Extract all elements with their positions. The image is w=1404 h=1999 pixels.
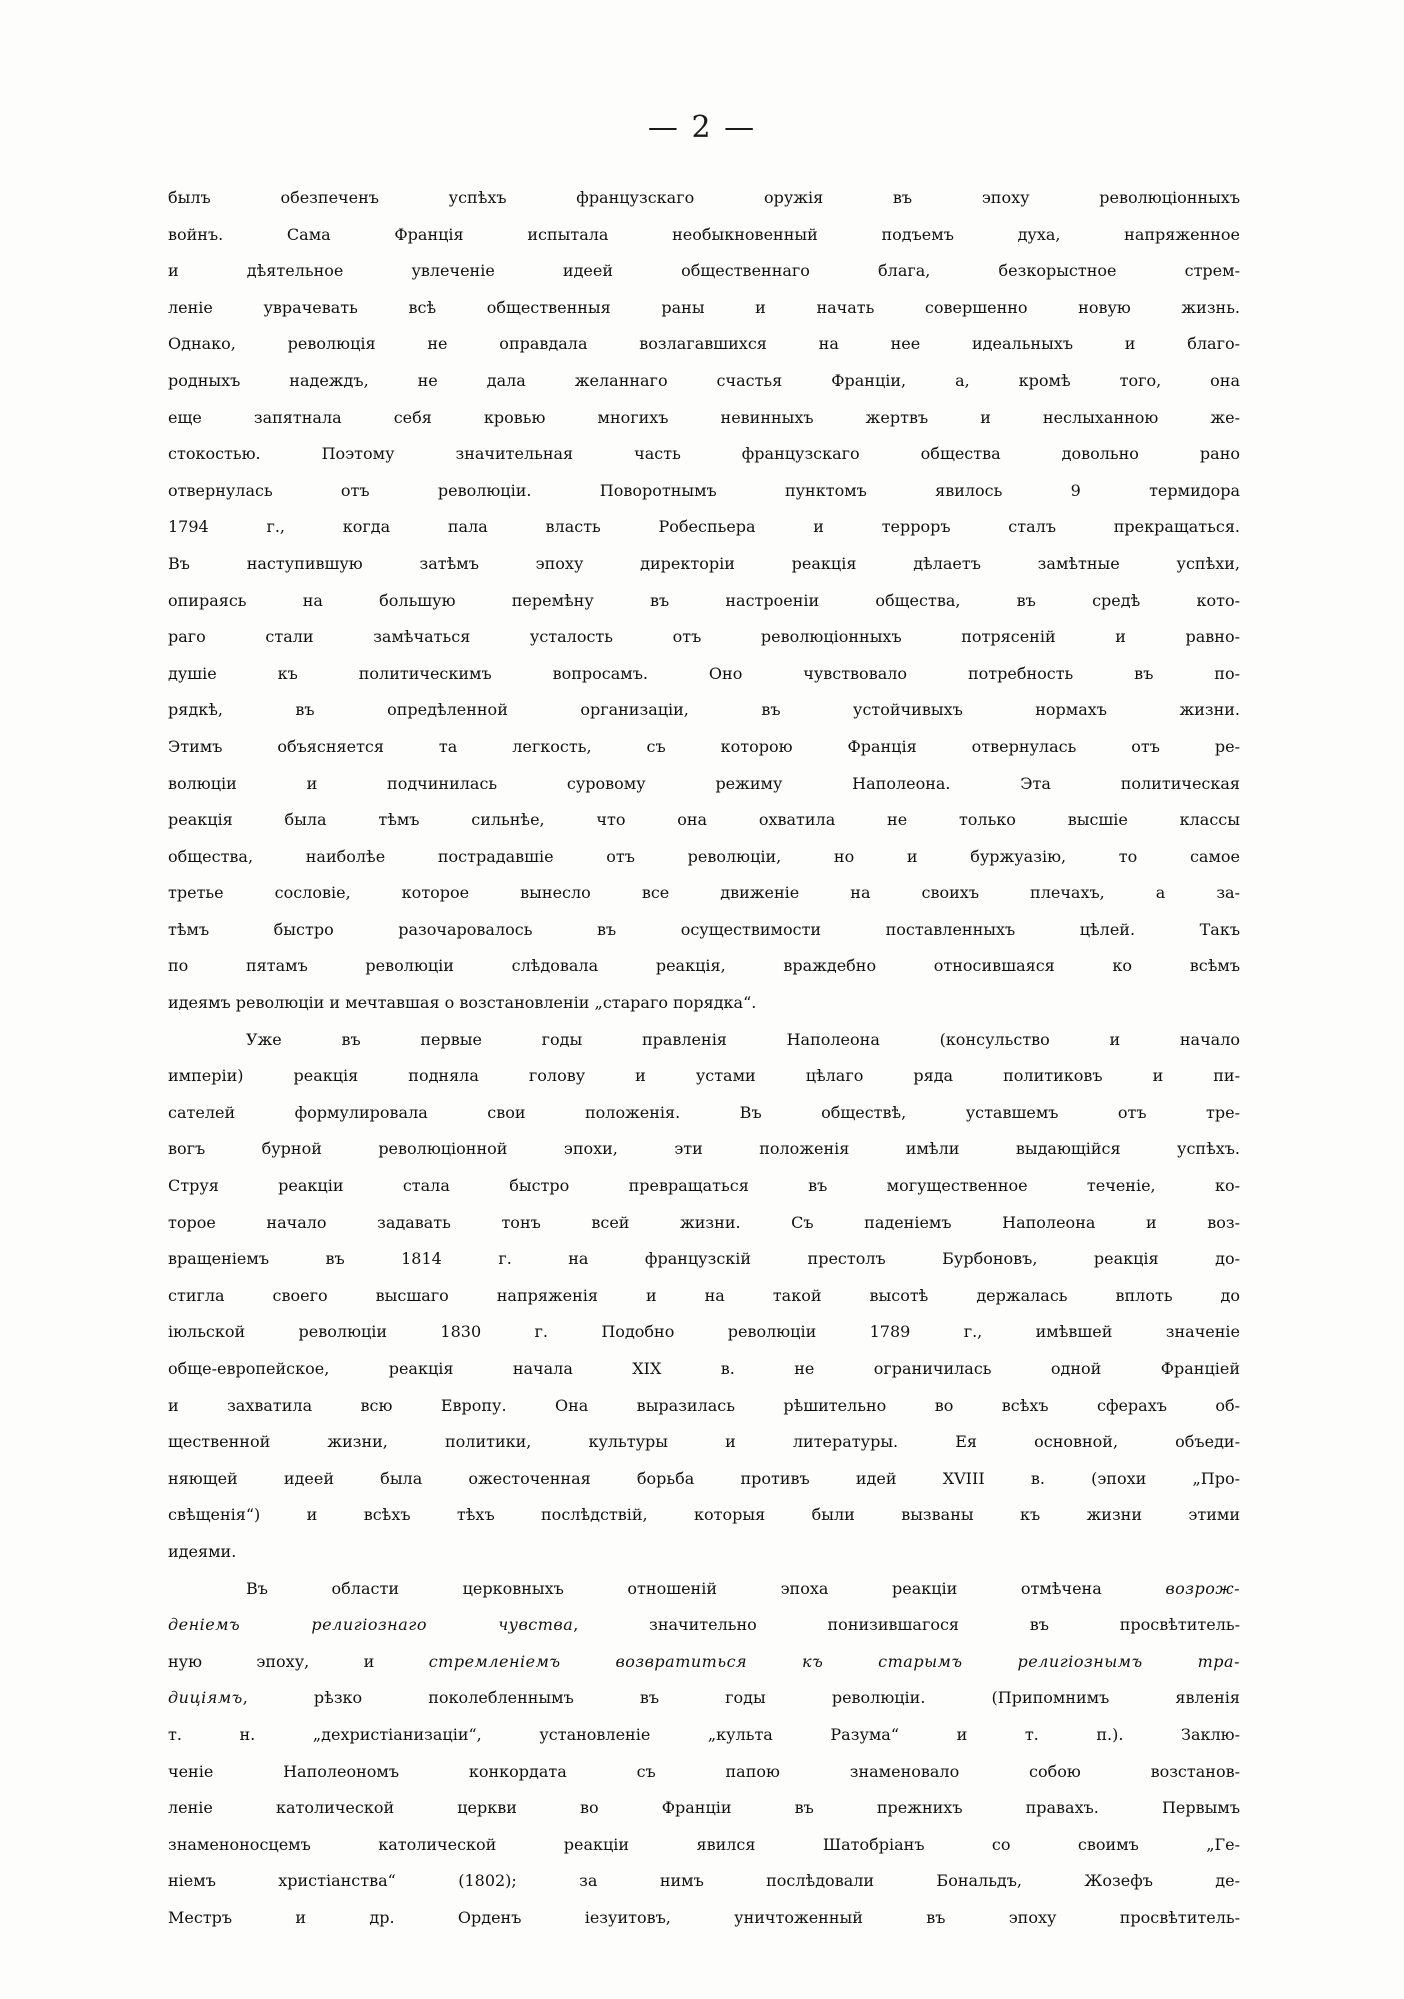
text-line: по пятамъ революціи слѣдовала реакція, враждебно относившаяся ко всѣмъ (168, 956, 1240, 976)
text-run: , значительно понизившагося въ просвѣтитель- (573, 1615, 1240, 1635)
text-line: Струя реакціи стала быстро превращаться въ могущественное теченіе, ко- (168, 1176, 1240, 1196)
text-line: Этимъ объясняется та легкость, съ которою Франція отвернулась отъ ре- (168, 736, 1240, 756)
text-line: тѣмъ быстро разочаровалось въ осуществимости поставленныхъ цѣлей. Такъ (168, 919, 1240, 939)
text-line: отвернулась отъ революціи. Поворотнымъ пунктомъ явилось 9 термидора (168, 480, 1240, 500)
text-line (168, 1579, 1240, 1616)
paragraph-3 (168, 1579, 1240, 1945)
text-line: общества, наиболѣе пострадавшіе отъ революціи, но и буржуазію, то самое (168, 846, 1240, 866)
text-line: вращеніемъ въ 1814 г. на французскій престолъ Бурбоновъ, реакція до- (168, 1249, 1240, 1269)
text-line: леніе католической церкви во Франціи въ прежнихъ правахъ. Первымъ (168, 1798, 1240, 1818)
text-line: Однако, революція не оправдала возлагавшихся на нее идеальныхъ и благо- (168, 334, 1240, 354)
text-line: знаменоносцемъ католической реакціи явился Шатобріанъ со своимъ „Ге- (168, 1834, 1240, 1854)
text-line: леніе уврачевать всѣ общественныя раны и начать совершенно новую жизнь. (168, 297, 1240, 317)
text-line: еще запятнала себя кровью многихъ невинныхъ жертвъ и неслыханною же- (168, 407, 1240, 427)
text-line: войнъ. Сама Франція испытала необыкновенный подъемъ духа, напряженное (168, 224, 1240, 244)
text-line: Местръ и др. Орденъ іезуитовъ, уничтоженный въ эпоху просвѣтитель- (168, 1907, 1240, 1927)
text-line: душіе къ политическимъ вопросамъ. Оно чувствовало потребность въ по- (168, 663, 1240, 683)
text-line (168, 1615, 1240, 1652)
text-line: и захватила всю Европу. Она выразилась рѣшительно во всѣхъ сферахъ об- (168, 1395, 1240, 1415)
text-run: Въ области церковныхъ отношеній эпоха реакціи отмѣчена (246, 1578, 1102, 1598)
text-line: щественной жизни, политики, культуры и литературы. Ея основной, объеди- (168, 1432, 1240, 1452)
text-line: стигла своего высшаго напряженія и на такой высотѣ держалась вплоть до (168, 1285, 1240, 1305)
text-line: идеямъ революціи и мечтавшая о возстановленіи „стараго порядка“. (168, 993, 757, 1013)
text-run: ную эпоху, и (168, 1651, 429, 1671)
text-line: ніемъ христіанства“ (1802); за нимъ послѣдовали Бональдъ, Жозефъ де- (168, 1871, 1240, 1891)
text-line: вогъ бурной революціонной эпохи, эти положенія имѣли выдающійся успѣхъ. (168, 1139, 1240, 1159)
body-text (168, 188, 1240, 1945)
text-line: іюльской революціи 1830 г. Подобно революціи 1789 г., имѣвшей значеніе (168, 1322, 1240, 1342)
italic-run: возрож- (1165, 1578, 1240, 1598)
text-line: раго стали замѣчаться усталость отъ революціонныхъ потрясеній и равно- (168, 627, 1240, 647)
text-line: имперіи) реакція подняла голову и устами цѣлаго ряда политиковъ и пи- (168, 1066, 1240, 1086)
text-line: обще-европейское, реакція начала XIX в. не ограничилась одной Франціей (168, 1359, 1240, 1378)
text-line: свѣщенія“) и всѣхъ тѣхъ послѣдствій, которыя были вызваны къ жизни этими (168, 1505, 1240, 1525)
text-line: реакція была тѣмъ сильнѣе, что она охватила не только высшіе классы (168, 810, 1240, 830)
text-line (168, 1688, 1240, 1725)
text-line: торое начало задавать тонъ всей жизни. Съ паденіемъ Наполеона и воз- (168, 1212, 1240, 1232)
paragraph-1 (168, 188, 1240, 1030)
italic-run: деніемъ религіознаго чувства (168, 1615, 574, 1635)
text-line: волюціи и подчинилась суровому режиму Наполеона. Эта политическая (168, 773, 1240, 793)
text-line: и дѣятельное увлеченіе идеей общественнаго блага, безкорыстное стрем- (168, 261, 1240, 281)
text-line: т. н. „дехристіанизаціи“, установленіе „культа Разума“ и т. п.). Заклю- (168, 1724, 1240, 1744)
text-line: Уже въ первые годы правленія Наполеона (консульство и начало (246, 1029, 1240, 1049)
text-line: Въ наступившую затѣмъ эпоху директоріи реакція дѣлаетъ замѣтные успѣхи, (168, 553, 1240, 573)
text-line: 1794 г., когда пала власть Робеспьера и терроръ сталъ прекращаться. (168, 517, 1240, 537)
italic-run: диціямъ (168, 1688, 243, 1708)
paragraph-2 (168, 1030, 1240, 1579)
text-line: былъ обезпеченъ успѣхъ французскаго оружія въ эпоху революціонныхъ (168, 188, 1240, 207)
text-line: няющей идеей была ожесточенная борьба противъ идей XVIII в. (эпохи „Про- (168, 1468, 1240, 1488)
text-line: опираясь на большую перемѣну въ настроеніи общества, въ средѣ кото- (168, 590, 1240, 610)
text-line: третье сословіе, которое вынесло все движеніе на своихъ плечахъ, а за- (168, 883, 1240, 903)
text-run: , рѣзко поколебленнымъ въ годы революціи. (Припомнимъ явленія (242, 1688, 1240, 1708)
text-line: ченіе Наполеономъ конкордата съ папою знаменовало собою возстанов- (168, 1761, 1240, 1781)
text-line: сателей формулировала свои положенія. Въ обществѣ, уставшемъ отъ тре- (168, 1102, 1240, 1122)
text-line: родныхъ надеждъ, не дала желаннаго счастья Франціи, а, кромѣ того, она (168, 370, 1240, 390)
text-line (168, 1652, 1240, 1689)
page-number: — 2 — (647, 110, 757, 145)
italic-run: стремленіемъ возвратиться къ старымъ религіознымъ тра- (428, 1651, 1240, 1671)
text-line: стокостью. Поэтому значительная часть французскаго общества довольно рано (168, 444, 1240, 464)
text-line: рядкѣ, въ опредѣленной организаціи, въ устойчивыхъ нормахъ жизни. (168, 700, 1240, 720)
text-line: идеями. (168, 1541, 237, 1561)
